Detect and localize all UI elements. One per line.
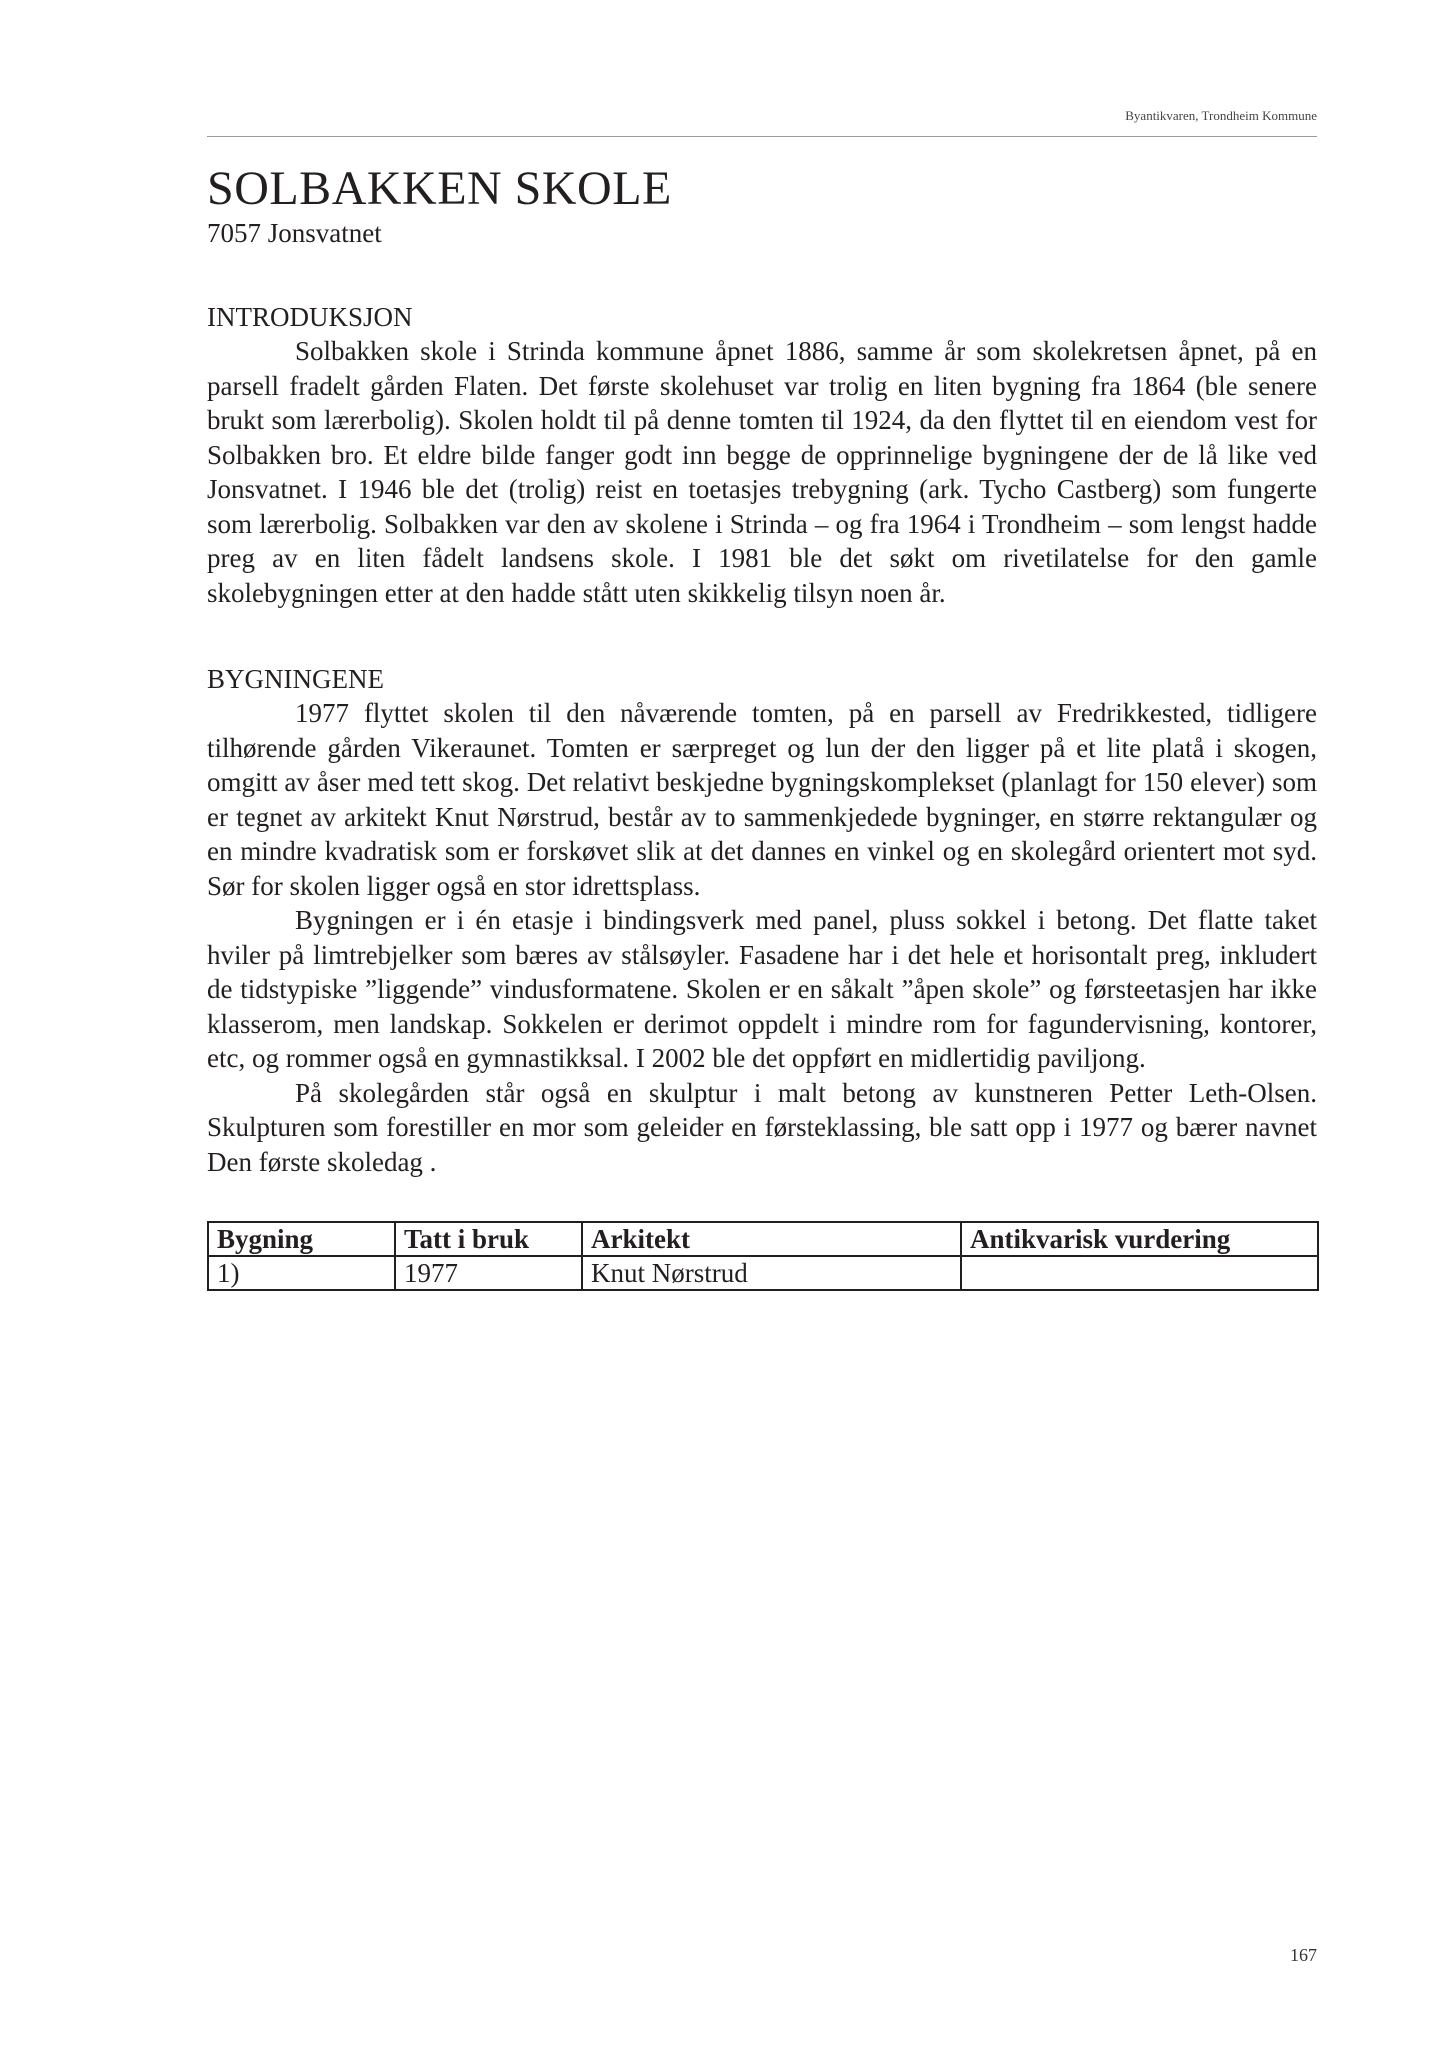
content (207, 160, 1317, 1291)
column-header-bygning: Bygning (208, 1222, 395, 1256)
paragraph: På skolegården står også en skulptur i malt betong av kunstneren Petter Leth-Olsen. Skulpturen som forestiller en mor som geleider en førsteklassing, ble satt opp i 1977 og bærer navnet Den første skoledag . (207, 1077, 1317, 1177)
column-header-tatt-i-bruk: Tatt i bruk (395, 1222, 582, 1256)
paragraph: Bygningen er i én etasje i bindingsverk med panel, pluss sokkel i betong. Det flatte taket hviler på limtrebjelker som bæres av stålsøyler. Fasadene har i det hele et horisontalt preg, inkludert de tidstypiske ”liggende” vindusformatene. Skolen er en såkalt ”åpen skole” og førsteetasjen har ikke klasserom, men landskap. Sokkelen er derimot oppdelt i mindre rom for fagundervisning, kontorer, etc, og rommer også en gymnastikksal. I 2002 ble det oppført en midlertidig paviljong. (207, 905, 1317, 1073)
section-heading: BYGNINGENE (207, 664, 384, 694)
table-cell: 1) (208, 1256, 395, 1290)
table-cell (961, 1256, 1318, 1290)
column-header-antikvarisk-vurdering: Antikvarisk vurdering (961, 1222, 1318, 1256)
page-title: SOLBAKKEN SKOLE (207, 162, 672, 215)
section-bygningene (207, 662, 1317, 1179)
paragraph: 1977 flyttet skolen til den nåværende tomten, på en parsell av Fredrikkested, tidligere tilhørende gården Vikeraunet. Tomten er særpreget og lun der den ligger på et lite platå i skogen, omgitt av åser med tett skog. Det relativt beskjedne bygningskomplekset (planlagt for 150 elever) som er tegnet av arkitekt Knut Nørstrud, består av to sammenkjedede bygninger, en større rektangulær og en mindre kvadratisk som er forskøvet slik at det dannes en vinkel og en skolegård orientert mot syd. Sør for skolen ligger også en stor idrettsplass. (207, 698, 1317, 901)
table-cell: Knut Nørstrud (582, 1256, 961, 1290)
page-number: 167 (1290, 1945, 1317, 1965)
running-header: Byantikvaren, Trondheim Kommune (1125, 108, 1317, 123)
table-row (208, 1256, 1318, 1290)
table-cell: 1977 (395, 1256, 582, 1290)
section-introduksjon (207, 300, 1317, 610)
header-rule (207, 136, 1317, 137)
building-table (207, 1221, 1319, 1291)
column-header-arkitekt: Arkitekt (582, 1222, 961, 1256)
paragraph: Solbakken skole i Strinda kommune åpnet 1886, samme år som skolekretsen åpnet, på en parsell fradelt gården Flaten. Det første skolehuset var trolig en liten bygning fra 1864 (ble senere brukt som lærerbolig). Skolen holdt til på denne tomten til 1924, da den flyttet til en eiendom vest for Solbakken bro. Et eldre bilde fanger godt inn begge de opprinnelige bygningene der de lå like ved Jonsvatnet. I 1946 ble det (trolig) reist en toetasjes trebygning (ark. Tycho Castberg) som fungerte som lærerbolig. Solbakken var den av skolene i Strinda – og fra 1964 i Trondheim – som lengst hadde preg av en liten fådelt landsens skole. I 1981 ble det søkt om rivetilatelse for den gamle skolebygningen etter at den hadde stått uten skikkelig tilsyn noen år. (207, 336, 1317, 608)
page-subtitle: 7057 Jonsvatnet (207, 218, 382, 248)
table-header-row (208, 1222, 1318, 1256)
section-heading: INTRODUKSJON (207, 302, 413, 332)
